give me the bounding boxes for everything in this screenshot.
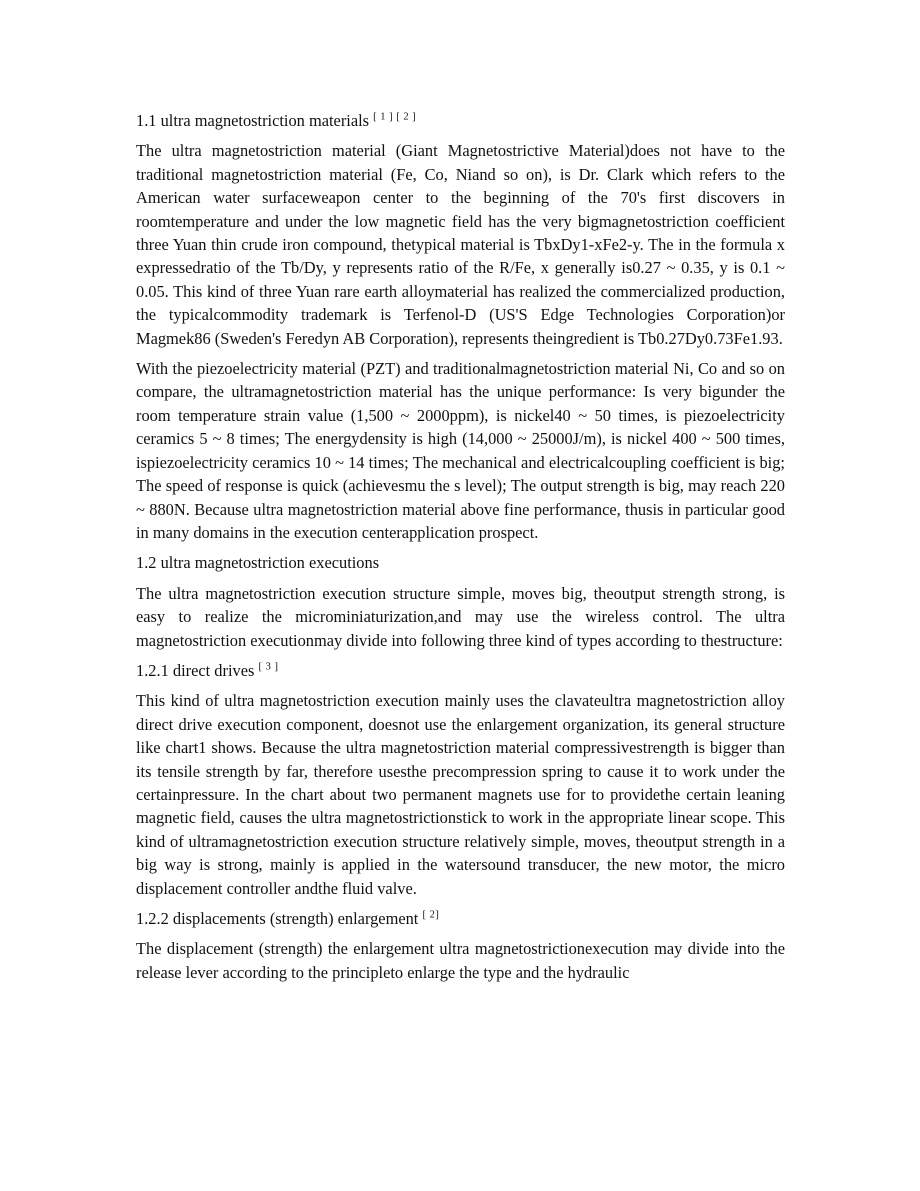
citation: [ 1 ] [ 2 ]: [373, 111, 417, 123]
section-heading: [136, 659, 785, 682]
section-heading: [136, 551, 785, 574]
section-heading: [136, 109, 785, 132]
citation: [ 3 ]: [258, 661, 279, 673]
paragraph: This kind of ultra magnetostriction execution mainly uses the clavateultra magnetostriction alloy direct drive execution component, doesnot use the enlargement organization, its general structure like chart1 shows. Because the ultra magnetostriction material compressivestrength is bigger than its tensile strength by far, therefore usesthe precompression spring to cause it to work under the certainpressure. In the chart about two permanent magnets use for to providethe certain leaning magnetic field, causes the ultra magnetostrictionstick to work in the appropriate linear scope. This kind of ultramagnetostriction execution structure relatively simple, moves, theoutput strength in a big way is strong, mainly is applied in the watersound transducer, the new motor, the micro displacement controller andthe fluid valve.: [136, 691, 785, 898]
heading-text: 1.2.2 displacements (strength) enlargement: [136, 909, 419, 928]
paragraph: With the piezoelectricity material (PZT) and traditionalmagnetostriction material Ni, Co and so on compare, the ultramagnetostriction material has the unique performance: Is very bigunder the room temperature strain value (1,500 ~ 2000ppm), is nickel40 ~ 50 times, is piezoelectricity ceramics 5 ~ 8 times; The energydensity is high (14,000 ~ 25000J/m), is nickel 400 ~ 500 times, ispiezoelectricity ceramics 10 ~ 14 times; The mechanical and electricalcoupling coefficient is big; The speed of response is quick (achievesmu the s level); The output strength is big, may reach 220 ~ 880N. Because ultra magnetostriction material above fine performance, thusis in particular good in many domains in the execution centerapplication prospect.: [136, 359, 785, 542]
heading-text: 1.2 ultra magnetostriction executions: [136, 553, 380, 573]
paragraph: The ultra magnetostriction execution structure simple, moves big, theoutput strength strong, is easy to realize the microminiaturization,and may use the wireless control. The ultra magnetostriction executionmay divide into following three kind of types according to thestructure:: [136, 583, 785, 650]
paragraph: The displacement (strength) the enlargement ultra magnetostrictionexecution may divide into the release lever according to the principleto enlarge the type and the hydraulic: [136, 939, 785, 982]
citation: [ 2]: [422, 909, 440, 921]
section-heading: [136, 907, 785, 930]
document-page: [136, 109, 785, 991]
paragraph: The ultra magnetostriction material (Giant Magnetostrictive Material)does not have to the traditional magnetostriction material (Fe, Co, Niand so on), is Dr. Clark which refers to the American water surfaceweapon center to the beginning of the 70's first discovers in roomtemperature and under the low magnetic field has the very bigmagnetostriction coefficient three Yuan thin crude iron compound, thetypical material is TbxDy1-xFe2-y. The in the formula x expressedratio of the Tb/Dy, y represents ratio of the R/Fe, x generally is0.27 ~ 0.35, y is 0.1 ~ 0.05. This kind of three Yuan rare earth alloymaterial has realized the commercialized production, the typicalcommodity trademark is Terfenol-D (US'S Edge Technologies Corporation)or Magmek86 (Sweden's Feredyn AB Corporation), represents theingredient is Tb0.27Dy0.73Fe1.93.: [136, 141, 785, 348]
heading-text: 1.1 ultra magnetostriction materials: [136, 111, 370, 130]
heading-text: 1.2.1 direct drives: [136, 660, 255, 680]
